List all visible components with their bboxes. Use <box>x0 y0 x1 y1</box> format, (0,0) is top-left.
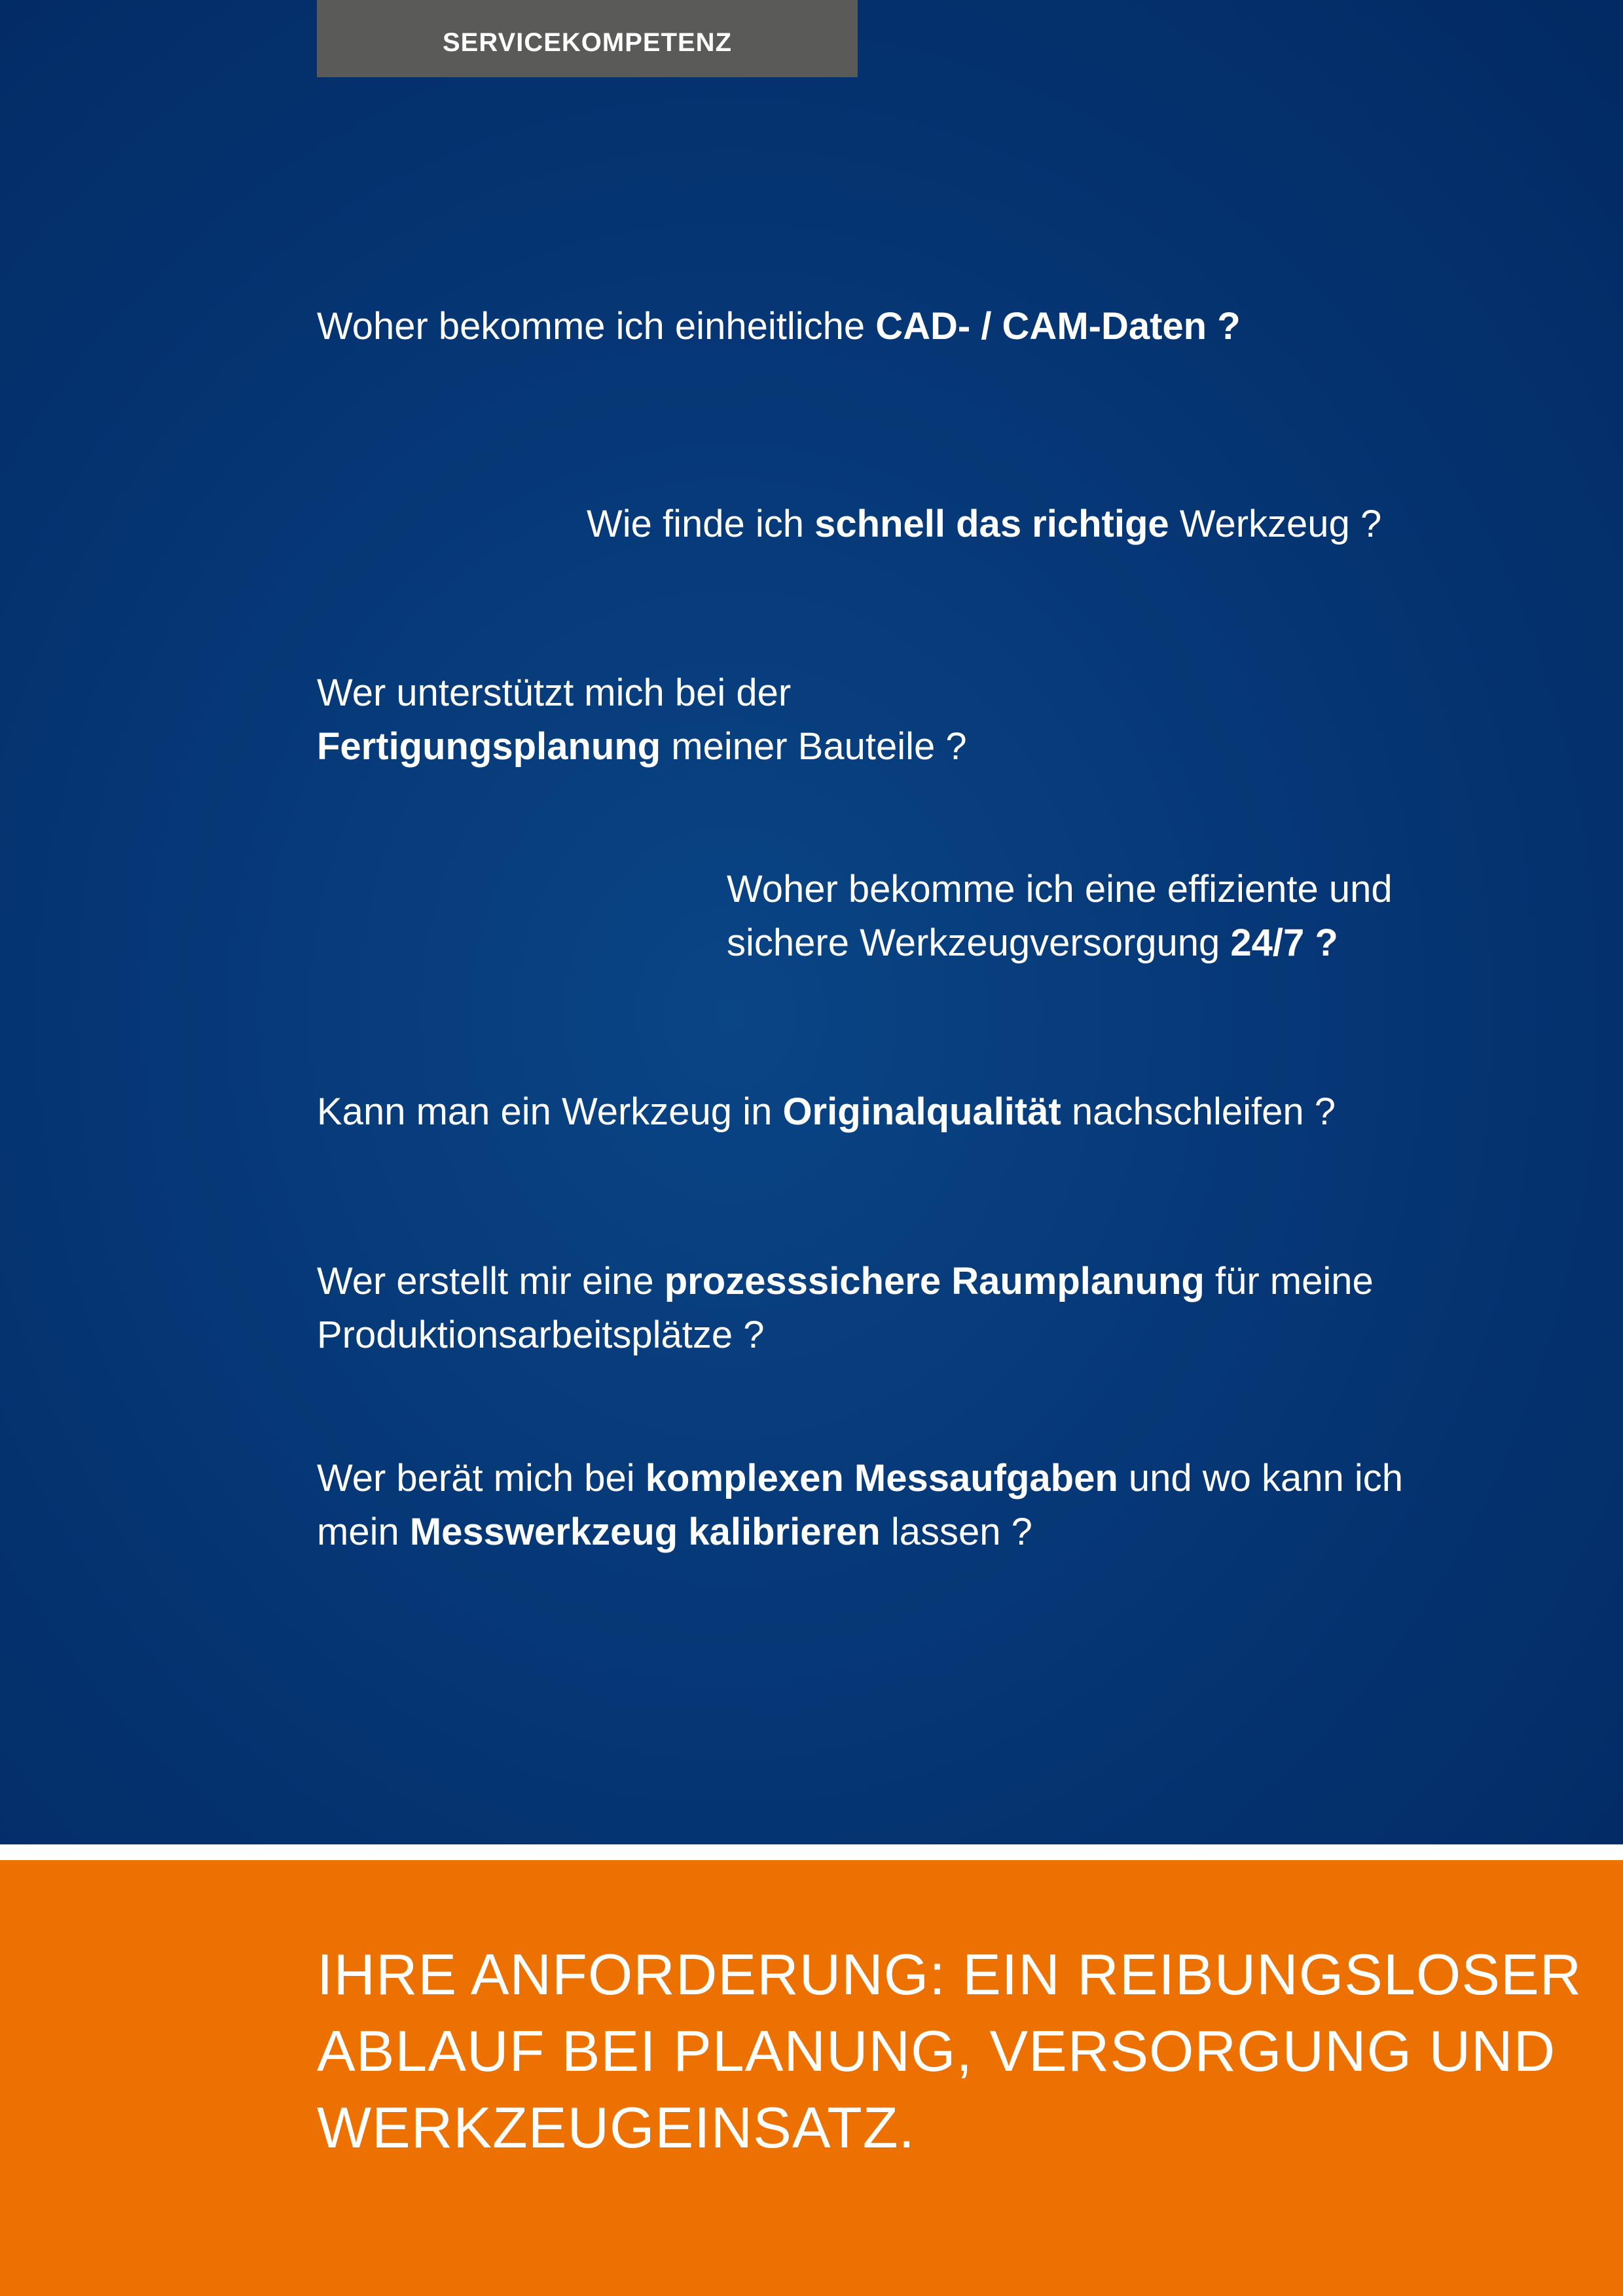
question-line <box>317 1308 1374 1362</box>
question-text: mein <box>317 1511 410 1553</box>
question-line <box>587 497 1381 551</box>
section-tag <box>317 0 858 77</box>
question-text: Wie finde ich <box>587 503 815 545</box>
question-line <box>317 1452 1403 1505</box>
question-line <box>317 666 967 720</box>
headline-line: ABLAUF BEI PLANUNG, VERSORGUNG UND <box>317 2018 1556 2083</box>
question-text: für meine <box>1204 1260 1374 1302</box>
emphasis-text: CAD- / CAM-Daten ? <box>875 305 1241 348</box>
question-text: und wo kann ich <box>1118 1457 1404 1499</box>
question-measuring <box>317 1452 1403 1559</box>
emphasis-text: 24/7 ? <box>1230 922 1338 964</box>
emphasis-text: Originalqualität <box>782 1090 1061 1133</box>
question-line <box>317 720 967 774</box>
question-text: Wer unterstützt mich bei der <box>317 672 792 714</box>
question-line <box>317 300 1241 353</box>
question-line <box>727 916 1393 970</box>
question-line <box>317 1085 1336 1139</box>
emphasis-text: schnell das richtige <box>814 503 1169 545</box>
question-text: Werkzeug ? <box>1169 503 1382 545</box>
question-cad-cam-data <box>317 300 1241 353</box>
question-line <box>317 1505 1403 1559</box>
emphasis-text: Messwerkzeug kalibrieren <box>409 1511 881 1553</box>
headline-line: IHRE ANFORDERUNG: EIN REIBUNGSLOSER <box>317 1942 1582 2007</box>
question-text: sichere Werkzeugversorgung <box>727 922 1231 964</box>
question-text: lassen ? <box>880 1511 1032 1553</box>
question-regrinding <box>317 1085 1336 1139</box>
question-line <box>317 1255 1374 1308</box>
headline-line: WERKZEUGEINSATZ. <box>317 2095 915 2160</box>
question-text: Woher bekomme ich einheitliche <box>317 305 876 348</box>
question-production-planning <box>317 666 967 774</box>
emphasis-text: Fertigungsplanung <box>317 725 661 768</box>
question-find-right-tool <box>587 497 1381 551</box>
question-line <box>727 863 1393 916</box>
question-text: meiner Bauteile ? <box>661 725 967 768</box>
question-room-planning <box>317 1255 1374 1362</box>
question-text: Wer berät mich bei <box>317 1457 646 1499</box>
emphasis-text: komplexen Messaufgaben <box>645 1457 1118 1499</box>
headline <box>317 1936 1582 2166</box>
question-text: Wer erstellt mir eine <box>317 1260 665 1302</box>
question-text: Woher bekomme ich eine effiziente und <box>727 868 1393 910</box>
emphasis-text: prozesssichere Raumplanung <box>664 1260 1205 1302</box>
divider-strip <box>0 1844 1623 1860</box>
question-text: nachschleifen ? <box>1061 1090 1336 1133</box>
section-tag-label: SERVICEKOMPETENZ <box>443 27 732 57</box>
question-text: Produktionsarbeitsplätze ? <box>317 1314 765 1356</box>
question-text: Kann man ein Werkzeug in <box>317 1090 783 1133</box>
question-tool-supply <box>727 863 1393 970</box>
